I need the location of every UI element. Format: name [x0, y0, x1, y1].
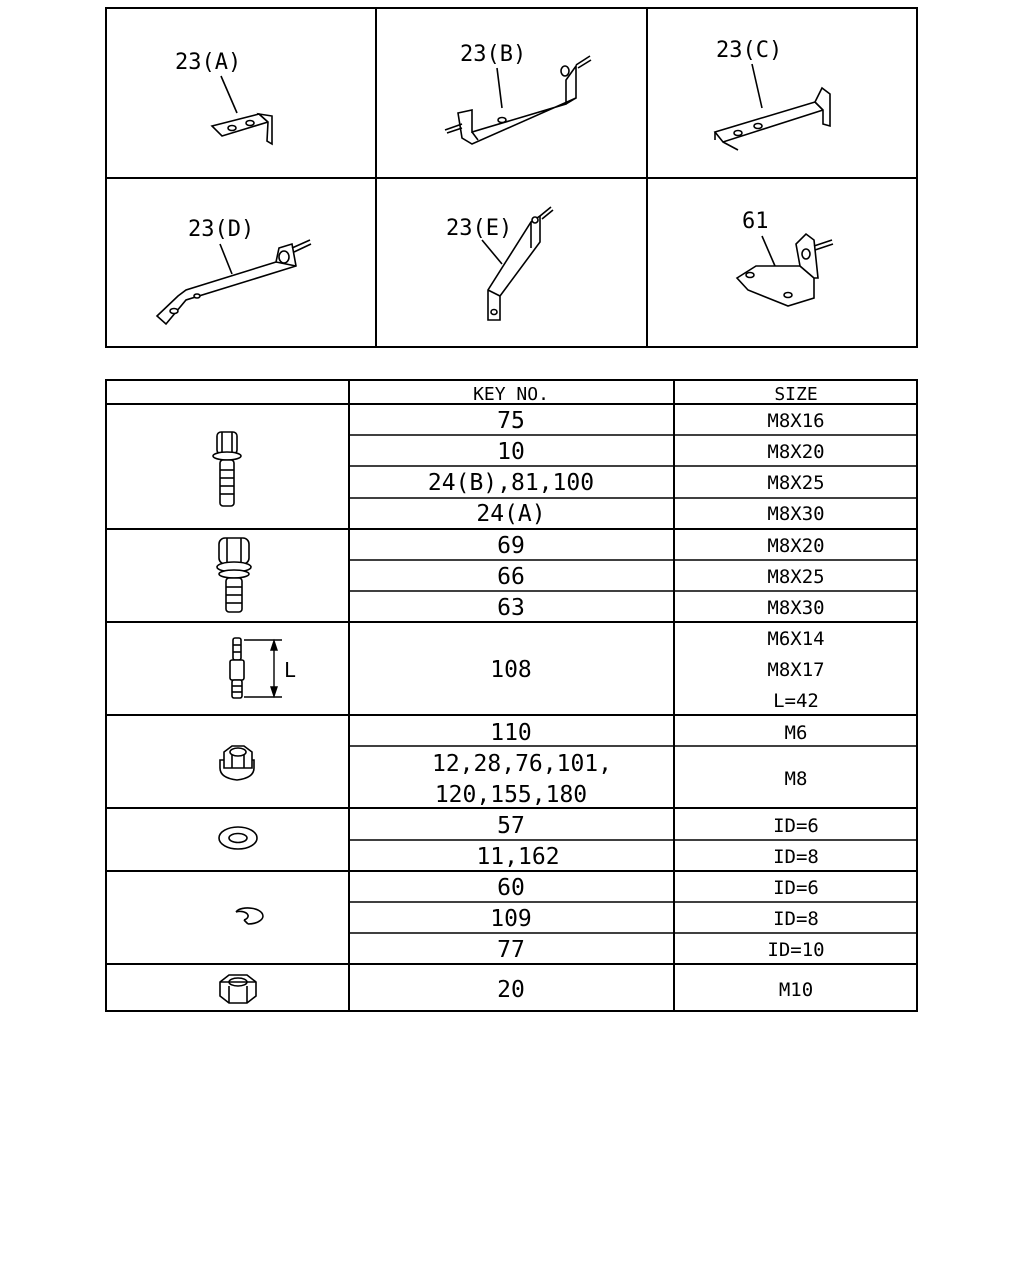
bracket-61-label: 61 [742, 209, 769, 234]
bracket-23a-cell [175, 50, 272, 144]
bracket-23e-label: 23(E) [446, 216, 513, 241]
key-no-cell: 69 [497, 533, 525, 559]
size-cell: M10 [778, 979, 814, 1001]
size-cell: ID=6 [773, 877, 819, 899]
size-cell: M6 [784, 722, 808, 744]
group-stud-bolt [230, 628, 825, 712]
size-cell: M6X14 [767, 628, 825, 650]
key-no-cell: 57 [497, 813, 525, 839]
bracket-23c-icon [715, 64, 830, 150]
size-cell: M8X30 [767, 503, 825, 525]
size-cell: M8X20 [767, 441, 825, 463]
size-cell: ID=8 [773, 908, 819, 930]
plain-washer-icon [219, 827, 257, 849]
key-no-cell: 109 [490, 906, 532, 932]
bracket-61-cell [737, 209, 833, 306]
bracket-23c-label: 23(C) [716, 38, 783, 63]
group-plain-washer [219, 813, 819, 870]
bracket-23b-label: 23(B) [460, 42, 527, 67]
stud-bolt-icon [230, 638, 244, 698]
key-no-cell: 10 [497, 439, 525, 465]
size-cell: M8X16 [767, 410, 825, 432]
flange-bolt-icon [213, 432, 241, 506]
key-no-cell: 63 [497, 595, 525, 621]
key-no-cell: 77 [497, 937, 525, 963]
header-size: SIZE [774, 384, 818, 405]
size-cell: ID=10 [767, 939, 825, 961]
key-no-cell: 108 [490, 657, 532, 683]
bracket-23d-icon [157, 240, 311, 324]
bracket-23e-cell [446, 207, 553, 320]
group-flange-bolt [213, 408, 825, 527]
bracket-23a-icon [212, 76, 272, 144]
key-no-cell: 11,162 [476, 844, 560, 870]
size-cell: M8X17 [767, 659, 825, 681]
group-flange-nut [220, 720, 807, 808]
key-no-cell: 20 [497, 977, 525, 1003]
key-no-cell: 12,28,76,101, [431, 751, 613, 777]
spring-washer-icon [236, 908, 263, 924]
size-cell: L=42 [773, 690, 819, 712]
dimension-line [244, 640, 282, 697]
hex-nut-icon [220, 975, 256, 1003]
key-no-cell: 24(A) [476, 501, 546, 527]
bolt-with-washer-icon [217, 538, 251, 612]
size-cell: M8 [784, 768, 808, 790]
size-cell: ID=6 [773, 815, 819, 837]
key-no-cell: 66 [497, 564, 525, 590]
bracket-23d-label: 23(D) [188, 217, 255, 242]
key-no-cell: 110 [490, 720, 532, 746]
size-cell: M8X25 [767, 566, 825, 588]
size-cell: M8X25 [767, 472, 825, 494]
size-cell: M8X30 [767, 597, 825, 619]
group-spring-washer [236, 875, 825, 963]
table-header [473, 384, 818, 405]
bracket-23a-label: 23(A) [175, 50, 242, 75]
key-no-cell: 120,155,180 [434, 782, 588, 808]
header-key-no: KEY NO. [473, 384, 549, 405]
size-cell: M8X20 [767, 535, 825, 557]
size-cell: ID=8 [773, 846, 819, 868]
key-no-cell: 75 [497, 408, 525, 434]
bracket-23b-icon [445, 56, 591, 144]
flange-nut-icon [220, 746, 254, 780]
dimension-label: L [283, 658, 297, 682]
bracket-23c-cell [715, 38, 830, 150]
key-no-cell: 60 [497, 875, 525, 901]
group-hex-nut [220, 975, 813, 1003]
key-no-cell: 24(B),81,100 [427, 470, 595, 496]
bracket-23d-cell [157, 217, 311, 324]
bracket-61-icon [737, 234, 833, 306]
bracket-23b-cell [445, 42, 591, 144]
group-bolt-with-washer [217, 533, 825, 621]
